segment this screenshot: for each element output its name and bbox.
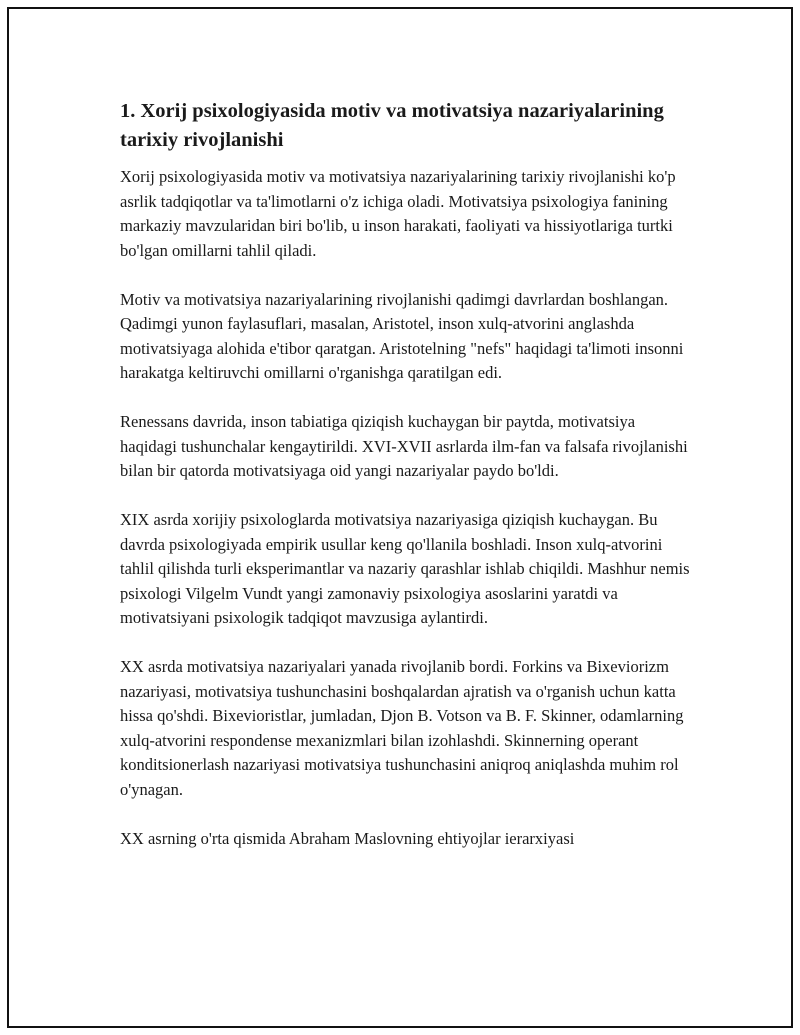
paragraph: XIX asrda xorijiy psixologlarda motivatsiya nazariyasiga qiziqish kuchaygan. Bu davrda psixologiyada empirik usullar keng qo'llanila boshladi. Inson xulq-atvorini tahlil qilishda turli eksperimantlar va nazariy qarashlar ishlab chiqildi. Mashhur nemis psixologi Vilgelm Vundt yangi zamonaviy psixologiya asoslarini yaratdi va motivatsiyani psixologik tadqiqot mavzusiga aylantirdi. [120,510,690,627]
paragraph: XX asrda motivatsiya nazariyalari yanada rivojlanib bordi. Forkins va Bixeviorizm nazariyasi, motivatsiya tushunchasini boshqalardan ajratish va o'rganish uchun katta hissa qo'shdi. Bixevioristlar, jumladan, Djon B. Votson va B. F. Skinner, odamlarning xulq-atvorini respondense mexanizmlari bilan izohlashdi. Skinnerning operant konditsionerlash nazariyasi motivatsiya tushunchasini aniqroq aniqlashda muhim rol o'ynagan. [120,657,684,799]
paragraph: XX asrning o'rta qismida Abraham Maslovning ehtiyojlar ierarxiyasi [120,828,575,848]
section-heading: 1. Xorij psixologiyasida motiv va motivatsiya nazariyalarining tarixiy rivojlanishi [120,100,664,151]
document-body [120,97,690,876]
paragraph: Renessans davrida, inson tabiatiga qiziqish kuchaygan bir paytda, motivatsiya haqidagi tushunchalar kengaytirildi. XVI-XVII asrlarda ilm-fan va falsafa rivojlanishi bilan bir qatorda motivatsiyaga oid yangi nazariyalar paydo bo'ldi. [120,412,688,480]
page-frame [7,7,793,1028]
paragraph: Motiv va motivatsiya nazariyalarining rivojlanishi qadimgi davrlardan boshlangan. Qadimgi yunon faylasuflari, masalan, Aristotel, inson xulq-atvorini anglashda motivatsiyaga alohida e'tibor qaratgan. Aristotelning "nefs" haqidagi ta'limoti insonni harakatga keltiruvchi omillarni o'rganishga qaratilgan edi. [120,289,684,382]
paragraph: Xorij psixologiyasida motiv va motivatsiya nazariyalarining tarixiy rivojlanishi ko'p asrlik tadqiqotlar va ta'limotlarni o'z ichiga oladi. Motivatsiya psixologiya fanining markaziy mavzularidan biri bo'lib, u inson harakati, faoliyati va hissiyotlariga turtki bo'lgan omillarni tahlil qiladi. [120,167,676,260]
